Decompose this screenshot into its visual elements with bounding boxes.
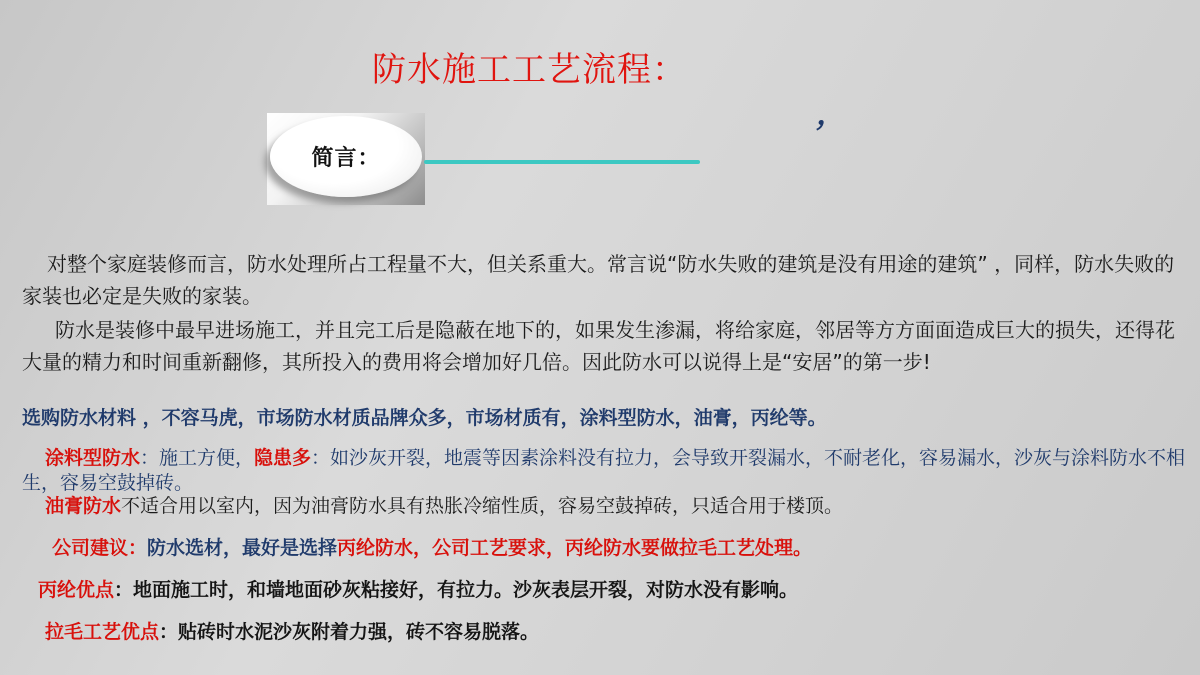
lamao-pros-label: 拉毛工艺优点 [45,621,160,643]
comma-mark: ， [816,97,846,132]
advice-highlight: 丙纶防水，公司工艺要求，丙纶防水要做拉毛工艺处理。 [337,537,813,559]
grease-label: 油膏防水 [45,495,122,517]
coating-label: 涂料型防水 [45,447,141,469]
brief-badge-ellipse [270,116,422,197]
coating-risk-label: 隐患多 [254,447,312,469]
company-advice-paragraph [52,533,812,560]
coating-part1: ：施工方便， [140,447,255,469]
pp-pros-body: ：地面施工时，和墙地面砂灰粘接好，有拉力。沙灰表层开裂，对防水没有影响。 [114,579,799,601]
materials-note: 选购防水材料 ，不容马虎，市场防水材质品牌众多，市场材质有，涂料型防水，油膏，丙纶等。 [22,407,827,429]
pp-pros-label: 丙纶优点 [38,579,115,601]
lamao-pros-paragraph [45,617,539,644]
advice-mid: 防水选材，最好是选择 [147,537,338,559]
intro-paragraph-1: 对整个家庭装修而言，防水处理所占工程量不大，但关系重大。常言说“防水失败的建筑是没有用途的建筑” ，同样，防水失败的家装也必定是失败的家装。 [22,252,1175,308]
coating-part2: ：如沙灰开裂，地震等因素涂料没有拉力，会导致开裂漏水，不耐老化，容易漏水，沙灰与涂料防水不相生，容易空鼓掉砖。 [22,447,1186,494]
coating-waterproof-paragraph [22,446,1190,496]
teal-divider-line [424,160,700,164]
brief-badge-label: 简言： [311,146,381,171]
slide-title: 防水施工工艺流程： [372,50,687,90]
intro-paragraph-2: 防水是装修中最早进场施工，并且完工后是隐蔽在地下的，如果发生渗漏，将给家庭，邻居等方方面面造成巨大的损失，还得花大量的精力和时间重新翻修，其所投入的费用将会增加好几倍。因此防水可以说得上是“安居”的第一步! [22,318,1175,374]
grease-waterproof-paragraph [22,491,1190,518]
brief-badge [267,113,425,205]
polypropylene-pros-paragraph [38,575,798,602]
grease-body: 不适合用以室内，因为油膏防水具有热胀冷缩性质，容易空鼓掉砖，只适合用于楼顶。 [121,495,844,517]
lamao-pros-body: ：贴砖时水泥沙灰附着力强，砖不容易脱落。 [159,621,540,643]
advice-label: 公司建议： [52,537,148,559]
